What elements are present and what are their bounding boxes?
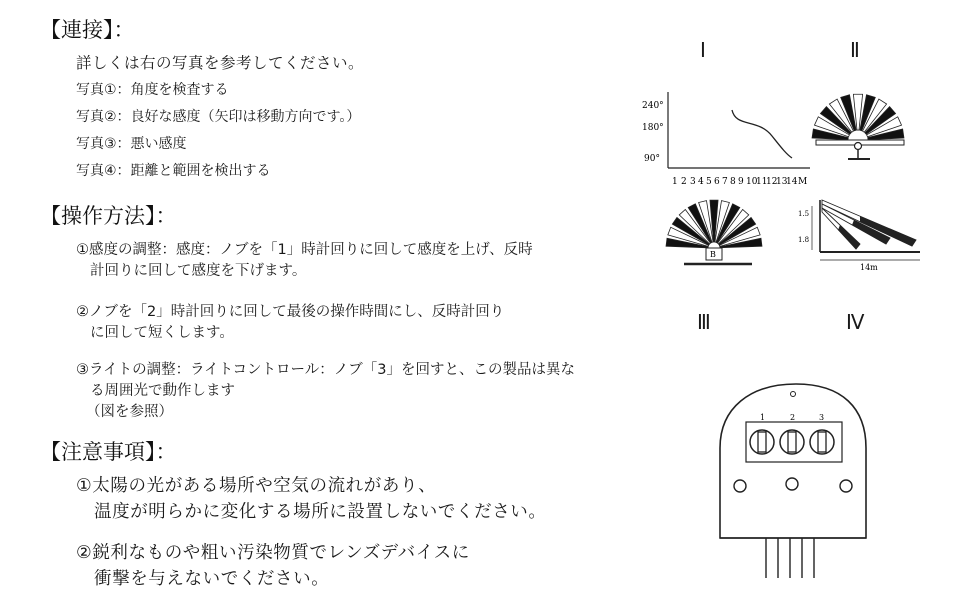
note-1-line2: 温度が明らかに変化する場所に設置しないでください。 bbox=[94, 502, 547, 522]
operation-step-1-line2: 計回りに回して感度を下げます。 bbox=[90, 263, 307, 279]
distance-tick-7: 7 bbox=[722, 177, 728, 187]
operation-step-2-line2: に回して短くします。 bbox=[90, 325, 234, 341]
knob-1 bbox=[750, 430, 774, 454]
bad-sensitivity-sensor-label: B bbox=[710, 250, 716, 259]
distance-tick-6: 6 bbox=[714, 177, 720, 187]
note-2-line2: 衝撃を与えないでください。 bbox=[94, 569, 330, 589]
good-sensitivity-wedges bbox=[812, 94, 904, 139]
distance-tick-5: 5 bbox=[706, 177, 712, 187]
knob-3-slot bbox=[818, 432, 826, 452]
knob-1-slot bbox=[758, 432, 766, 452]
angle-tick-180: 180° bbox=[642, 123, 664, 133]
operation-step-3 bbox=[76, 360, 575, 423]
note-2-line1: ②鋭利なものや粗い汚染物質でレンズデバイスに bbox=[76, 543, 470, 563]
distance-tick-13: 13 bbox=[776, 177, 788, 187]
note-2 bbox=[76, 540, 470, 592]
note-1 bbox=[76, 473, 547, 525]
good-sensitivity-sensor bbox=[855, 143, 862, 150]
distance-tick-unit: M bbox=[798, 177, 808, 187]
operation-step-2 bbox=[76, 302, 504, 344]
knob-2-slot bbox=[788, 432, 796, 452]
distance-tick-8: 8 bbox=[730, 177, 736, 187]
sensor-device-drawing bbox=[716, 378, 876, 584]
figure-label-4: Ⅳ bbox=[846, 310, 865, 334]
knob-3 bbox=[810, 430, 834, 454]
detection-range-diagram bbox=[790, 192, 930, 276]
distance-ticks bbox=[672, 177, 807, 187]
operation-step-3-line1: ③ライトの調整：ライトコントロール：ノブ「3」を回すと、この製品は異な bbox=[76, 362, 575, 378]
figure-label-2: Ⅱ bbox=[850, 38, 860, 62]
connection-heading: 【連接】： bbox=[40, 18, 135, 42]
photo-item-4: 写真④：距離と範囲を検出する bbox=[76, 163, 271, 179]
bad-sensitivity-fan bbox=[664, 190, 774, 272]
knob-2 bbox=[780, 430, 804, 454]
operation-step-3-line2: る周囲光で動作します bbox=[90, 383, 235, 399]
distance-tick-4: 4 bbox=[698, 177, 704, 187]
device-screw-center bbox=[786, 478, 798, 490]
operation-step-1-line1: ①感度の調整：感度：ノブを「1」時計回りに回して感度を上げ、反時 bbox=[76, 242, 533, 258]
distance-tick-12: 12 bbox=[766, 177, 778, 187]
operation-step-1 bbox=[76, 240, 533, 282]
device-screw-left bbox=[734, 480, 746, 492]
operation-heading: 【操作方法】： bbox=[40, 204, 177, 228]
device-wires bbox=[766, 538, 814, 578]
angle-curve bbox=[732, 110, 792, 158]
range-height-tick-2: 1.8 bbox=[798, 236, 810, 244]
photo-item-3: 写真③：悪い感度 bbox=[76, 136, 187, 152]
note-1-line1: ①太陽の光がある場所や空気の流れがあり、 bbox=[76, 476, 437, 496]
knob-label-3: 3 bbox=[819, 413, 825, 422]
operation-step-3-line3: （図を参照） bbox=[86, 404, 173, 420]
distance-tick-3: 3 bbox=[690, 177, 696, 187]
photo-item-2: 写真②：良好な感度（矢印は移動方向です。） bbox=[76, 109, 361, 125]
angle-tick-240: 240° bbox=[642, 101, 664, 111]
angle-tick-90: 90° bbox=[644, 154, 660, 164]
knob-label-1: 1 bbox=[760, 413, 766, 422]
operation-step-2-line1: ②ノブを「2」時計回りに回して最後の操作時間にし、反時計回り bbox=[76, 304, 505, 320]
good-sensitivity-fan bbox=[810, 84, 910, 164]
figure-label-1: Ⅰ bbox=[700, 38, 706, 62]
range-height-tick-1: 1.5 bbox=[798, 210, 810, 218]
distance-tick-2: 2 bbox=[681, 177, 687, 187]
knob-label-2: 2 bbox=[790, 413, 796, 422]
notes-heading: 【注意事項】： bbox=[40, 440, 177, 464]
distance-tick-10: 10 bbox=[746, 177, 758, 187]
figure-label-3: Ⅲ bbox=[697, 310, 711, 334]
range-beam-3-fill bbox=[838, 225, 860, 249]
photo-item-1: 写真①：角度を検査する bbox=[76, 82, 229, 98]
angle-graph bbox=[640, 88, 820, 190]
bad-sensitivity-wedges bbox=[666, 200, 762, 248]
distance-tick-1: 1 bbox=[672, 177, 678, 187]
connection-intro: 詳しくは右の写真を参考してください。 bbox=[76, 54, 365, 72]
distance-tick-14: 14 bbox=[786, 177, 798, 187]
distance-tick-9: 9 bbox=[738, 177, 744, 187]
range-label: 14m bbox=[860, 263, 878, 272]
distance-tick-11: 11 bbox=[756, 177, 768, 187]
device-screw-right bbox=[840, 480, 852, 492]
